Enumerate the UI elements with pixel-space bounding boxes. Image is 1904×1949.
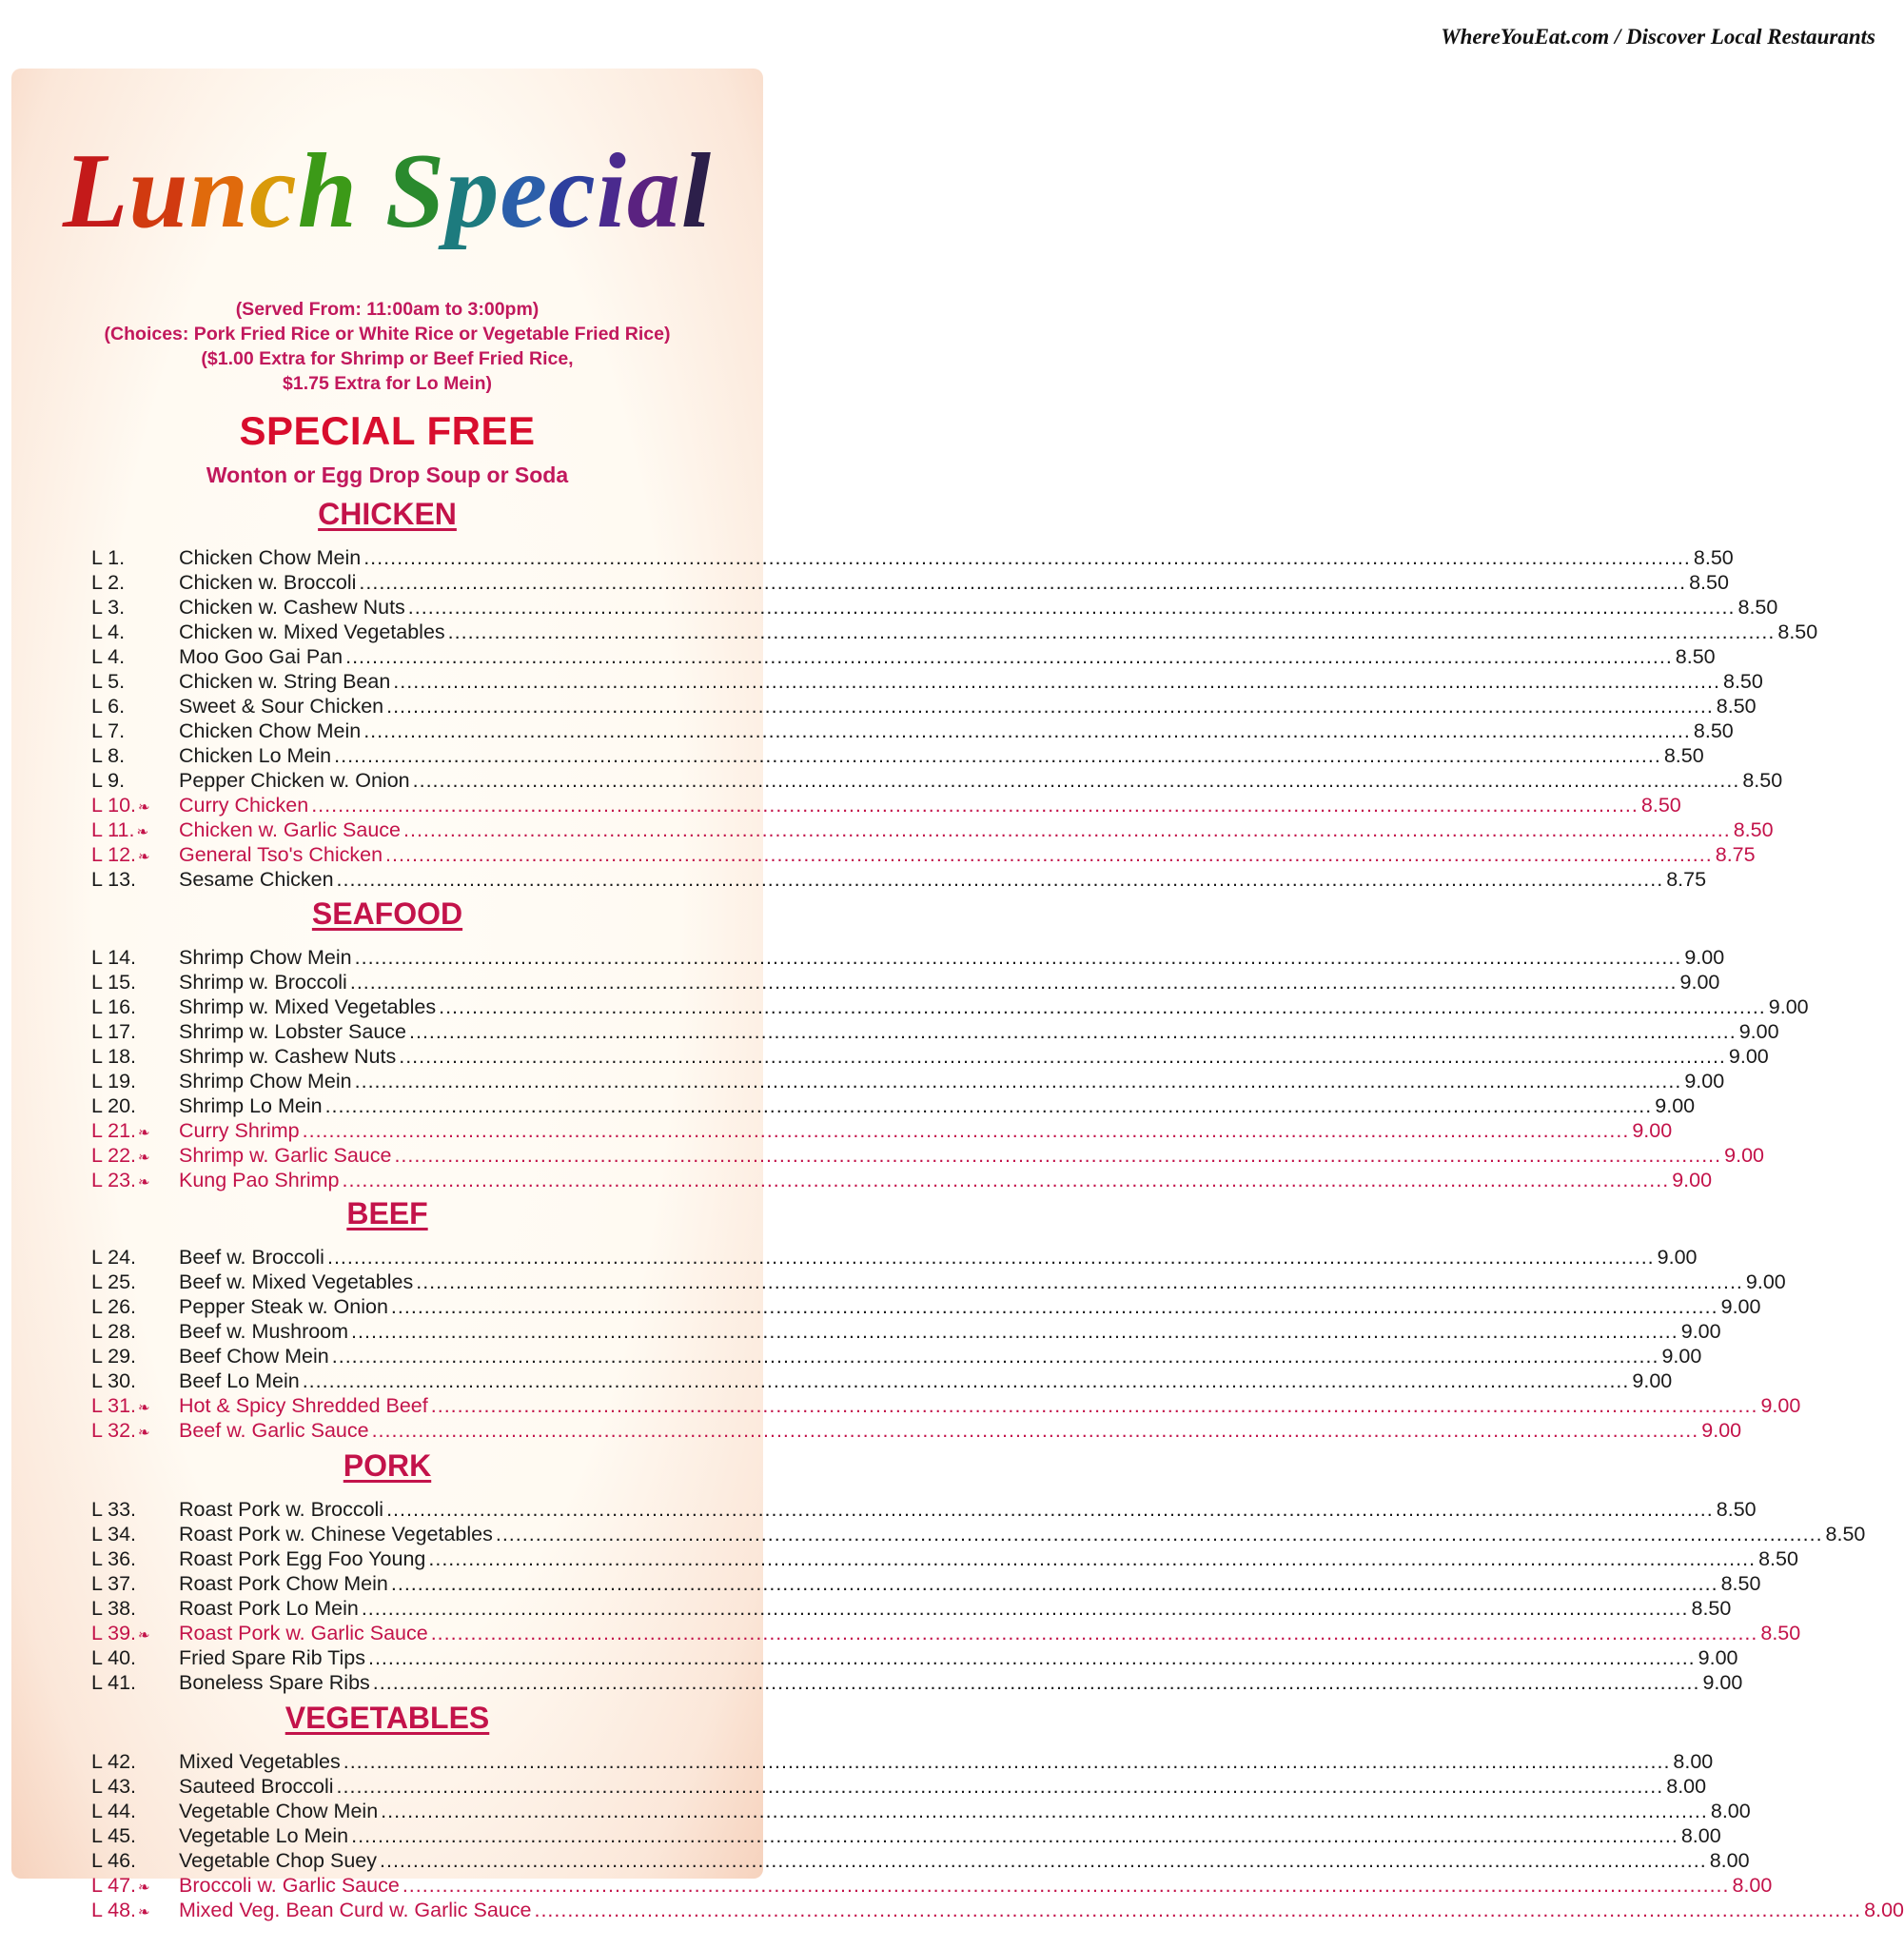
menu-item-row bbox=[91, 1775, 1707, 1800]
section-title: CHICKEN bbox=[318, 497, 457, 531]
free-soup-text: Wonton or Egg Drop Soup or Soda bbox=[206, 463, 569, 487]
menu-item-row bbox=[91, 1369, 1673, 1394]
item-price: 8.50 bbox=[1693, 546, 1734, 569]
item-number: L 17. bbox=[91, 1020, 137, 1043]
title-letter: i bbox=[596, 132, 627, 250]
item-price: 8.50 bbox=[1825, 1523, 1866, 1545]
item-name: Chicken w. Mixed Vegetables bbox=[179, 620, 445, 643]
item-price: 9.00 bbox=[1701, 1419, 1742, 1442]
item-name: Broccoli w. Garlic Sauce bbox=[179, 1874, 400, 1897]
item-number: L 43. bbox=[91, 1775, 137, 1798]
menu-item-row bbox=[91, 719, 1734, 744]
item-price: 8.00 bbox=[1680, 1824, 1721, 1847]
item-price: 8.00 bbox=[1710, 1800, 1751, 1822]
item-price: 9.00 bbox=[1657, 1246, 1698, 1269]
dot-leader: ........................................................................................................................................................................................................ bbox=[495, 1523, 1823, 1545]
item-number: L 30. bbox=[91, 1369, 137, 1392]
item-price: 8.50 bbox=[1760, 1622, 1801, 1644]
item-number: L 2. bbox=[91, 571, 126, 594]
item-name: Shrimp w. Lobster Sauce bbox=[179, 1020, 407, 1043]
item-price: 8.50 bbox=[1733, 818, 1774, 841]
site-watermark: WhereYouEat.com / Discover Local Restaurants bbox=[1441, 25, 1875, 49]
item-name: Pepper Chicken w. Onion bbox=[179, 769, 410, 792]
menu-item-row bbox=[91, 1270, 1786, 1295]
title-letter: c bbox=[249, 132, 298, 250]
dot-leader: ........................................................................................................................................................................................................ bbox=[412, 769, 1740, 792]
menu-item-row bbox=[91, 546, 1734, 571]
special-free-heading: SPECIAL FREE bbox=[239, 408, 536, 453]
menu-item-row bbox=[91, 1045, 1769, 1070]
item-name: Roast Pork w. Broccoli bbox=[179, 1498, 384, 1521]
item-number: L 3. bbox=[91, 596, 126, 619]
menu-item-row bbox=[91, 1094, 1696, 1119]
item-price: 9.00 bbox=[1720, 1295, 1761, 1318]
item-name: Beef Chow Mein bbox=[179, 1345, 329, 1368]
section-heading-vegetables bbox=[11, 1701, 763, 1736]
menu-item-row bbox=[91, 645, 1716, 670]
item-price: 8.50 bbox=[1716, 695, 1757, 718]
item-name: Sauteed Broccoli bbox=[179, 1775, 334, 1798]
item-number: L 39. ❧ bbox=[91, 1622, 150, 1644]
item-name: Sesame Chicken bbox=[179, 868, 334, 891]
item-name: Mixed Vegetables bbox=[179, 1750, 341, 1773]
item-name: Vegetable Chow Mein bbox=[179, 1800, 379, 1822]
item-name: Shrimp w. Broccoli bbox=[179, 971, 347, 994]
menu-item-row bbox=[91, 1899, 1904, 1923]
menu-item-row bbox=[91, 1169, 1713, 1193]
item-price: 8.00 bbox=[1864, 1899, 1904, 1921]
dot-leader: ........................................................................................................................................................................................................ bbox=[399, 1045, 1726, 1068]
dot-leader: ........................................................................................................................................................................................................ bbox=[371, 1419, 1699, 1442]
dot-leader: ........................................................................................................................................................................................................ bbox=[380, 1849, 1707, 1872]
dot-leader: ........................................................................................................................................................................................................ bbox=[334, 744, 1661, 767]
item-price: 8.50 bbox=[1758, 1547, 1798, 1570]
section-heading-seafood bbox=[11, 896, 763, 932]
item-name: Mixed Veg. Bean Curd w. Garlic Sauce bbox=[179, 1899, 532, 1921]
dot-leader: ........................................................................................................................................................................................................ bbox=[381, 1800, 1708, 1822]
menu-item-row bbox=[91, 1572, 1761, 1597]
item-number: L 29. bbox=[91, 1345, 137, 1368]
item-number: L 40. bbox=[91, 1646, 137, 1669]
dot-leader: ........................................................................................................................................................................................................ bbox=[324, 1094, 1653, 1117]
section-title: BEEF bbox=[346, 1196, 428, 1230]
item-price: 9.00 bbox=[1680, 1320, 1721, 1343]
item-name: Chicken w. Cashew Nuts bbox=[179, 596, 405, 619]
item-number: L 23. ❧ bbox=[91, 1169, 150, 1191]
hot-pepper-icon: ❧ bbox=[138, 799, 150, 816]
menu-item-row bbox=[91, 1800, 1751, 1824]
item-number: L 11. ❧ bbox=[91, 818, 149, 841]
item-price: 8.50 bbox=[1675, 645, 1716, 668]
item-name: Beef Lo Mein bbox=[179, 1369, 300, 1392]
item-name: Curry Shrimp bbox=[179, 1119, 300, 1142]
item-price: 9.00 bbox=[1724, 1144, 1764, 1167]
menu-card bbox=[11, 69, 1904, 1921]
item-name: Chicken w. String Bean bbox=[179, 670, 391, 693]
dot-leader: ........................................................................................................................................................................................................ bbox=[390, 1572, 1718, 1595]
item-name: Roast Pork w. Chinese Vegetables bbox=[179, 1523, 493, 1545]
item-number: L 47. ❧ bbox=[91, 1874, 150, 1897]
item-name: Roast Pork Chow Mein bbox=[179, 1572, 388, 1595]
dot-leader: ........................................................................................................................................................................................................ bbox=[363, 546, 1691, 569]
menu-item-row bbox=[91, 868, 1707, 893]
item-price: 9.00 bbox=[1768, 995, 1809, 1018]
menu-item-row bbox=[91, 1622, 1801, 1646]
item-price: 9.00 bbox=[1684, 1070, 1725, 1093]
item-price: 9.00 bbox=[1728, 1045, 1769, 1068]
dot-leader: ........................................................................................................................................................................................................ bbox=[386, 695, 1714, 718]
item-name: Boneless Spare Ribs bbox=[179, 1671, 370, 1694]
hot-pepper-icon: ❧ bbox=[138, 1125, 150, 1141]
menu-item-row bbox=[91, 1246, 1698, 1270]
item-number: L 22. ❧ bbox=[91, 1144, 150, 1167]
title-letter: c bbox=[548, 132, 597, 250]
menu-item-row bbox=[91, 843, 1756, 868]
dot-leader: ........................................................................................................................................................................................................ bbox=[326, 1246, 1655, 1269]
dot-leader: ........................................................................................................................................................................................................ bbox=[430, 1394, 1758, 1417]
item-number: L 31. ❧ bbox=[91, 1394, 150, 1417]
item-price: 9.00 bbox=[1698, 1646, 1738, 1669]
item-name: Vegetable Lo Mein bbox=[179, 1824, 349, 1847]
item-name: Curry Chicken bbox=[179, 794, 309, 817]
dot-leader: ........................................................................................................................................................................................................ bbox=[342, 1169, 1670, 1191]
item-number: L 28. bbox=[91, 1320, 137, 1343]
dot-leader: ........................................................................................................................................................................................................ bbox=[385, 843, 1713, 866]
item-name: Kung Pao Shrimp bbox=[179, 1169, 340, 1191]
item-price: 8.00 bbox=[1709, 1849, 1750, 1872]
item-number: L 20. bbox=[91, 1094, 137, 1117]
dot-leader: ........................................................................................................................................................................................................ bbox=[403, 818, 1731, 841]
item-price: 8.00 bbox=[1666, 1775, 1707, 1798]
item-number: L 46. bbox=[91, 1849, 137, 1872]
item-number: L 36. bbox=[91, 1547, 137, 1570]
dot-leader: ........................................................................................................................................................................................................ bbox=[439, 995, 1766, 1018]
item-price: 9.00 bbox=[1702, 1671, 1743, 1694]
item-price: 8.50 bbox=[1722, 670, 1763, 693]
item-name: Chicken w. Garlic Sauce bbox=[179, 818, 402, 841]
item-number: L 1. bbox=[91, 546, 126, 569]
item-number: L 4. bbox=[91, 620, 126, 643]
dot-leader: ........................................................................................................................................................................................................ bbox=[447, 620, 1776, 643]
hot-pepper-icon: ❧ bbox=[138, 1880, 150, 1896]
item-price: 9.00 bbox=[1679, 971, 1720, 994]
item-name: Shrimp w. Garlic Sauce bbox=[179, 1144, 392, 1167]
dot-leader: ........................................................................................................................................................................................................ bbox=[351, 1824, 1678, 1847]
dot-leader: ........................................................................................................................................................................................................ bbox=[302, 1369, 1630, 1392]
title-letter: L bbox=[62, 132, 129, 250]
served-hours: (Served From: 11:00am to 3:00pm) bbox=[235, 299, 540, 320]
hot-pepper-icon: ❧ bbox=[138, 1150, 150, 1166]
menu-item-row bbox=[91, 1144, 1764, 1169]
item-price: 8.50 bbox=[1777, 620, 1818, 643]
dot-leader: ........................................................................................................................................................................................................ bbox=[354, 946, 1682, 969]
item-price: 8.50 bbox=[1716, 1498, 1757, 1521]
item-name: Beef w. Mushroom bbox=[179, 1320, 349, 1343]
item-price: 8.00 bbox=[1732, 1874, 1773, 1897]
item-number: L 8. bbox=[91, 744, 126, 767]
item-number: L 37. bbox=[91, 1572, 137, 1595]
menu-item-row bbox=[91, 1874, 1773, 1899]
extra-charge-2: $1.75 Extra for Lo Mein) bbox=[283, 373, 492, 394]
dot-leader: ........................................................................................................................................................................................................ bbox=[394, 1144, 1722, 1167]
item-number: L 9. bbox=[91, 769, 126, 792]
menu-item-row bbox=[91, 1849, 1750, 1874]
item-price: 9.00 bbox=[1632, 1369, 1673, 1392]
dot-leader: ........................................................................................................................................................................................................ bbox=[416, 1270, 1743, 1293]
menu-item-row bbox=[91, 1119, 1673, 1144]
rice-choices: (Choices: Pork Fried Rice or White Rice or Vegetable Fried Rice) bbox=[104, 324, 671, 345]
dot-leader: ........................................................................................................................................................................................................ bbox=[367, 1646, 1696, 1669]
menu-item-row bbox=[91, 1597, 1732, 1622]
title-letter bbox=[358, 128, 385, 255]
item-name: Shrimp Lo Mein bbox=[179, 1094, 323, 1117]
menu-item-row bbox=[91, 1295, 1761, 1320]
menu-item-row bbox=[91, 620, 1818, 645]
hot-pepper-icon: ❧ bbox=[138, 1174, 150, 1191]
menu-item-row bbox=[91, 695, 1757, 719]
dot-leader: ........................................................................................................................................................................................................ bbox=[345, 645, 1673, 668]
item-name: Chicken w. Broccoli bbox=[179, 571, 357, 594]
item-name: Roast Pork Lo Mein bbox=[179, 1597, 359, 1620]
item-price: 9.00 bbox=[1684, 946, 1725, 969]
item-name: Beef w. Mixed Vegetables bbox=[179, 1270, 414, 1293]
item-name: Roast Pork w. Garlic Sauce bbox=[179, 1622, 428, 1644]
hot-pepper-icon: ❧ bbox=[138, 1627, 150, 1644]
item-price: 9.00 bbox=[1738, 1020, 1779, 1043]
item-number: L 25. bbox=[91, 1270, 137, 1293]
item-number: L 38. bbox=[91, 1597, 137, 1620]
item-number: L 4. bbox=[91, 645, 126, 668]
item-number: L 15. bbox=[91, 971, 137, 994]
dot-leader: ........................................................................................................................................................................................................ bbox=[407, 596, 1736, 619]
dot-leader: ........................................................................................................................................................................................................ bbox=[534, 1899, 1862, 1921]
menu-item-row bbox=[91, 1070, 1725, 1094]
dot-leader: ........................................................................................................................................................................................................ bbox=[359, 571, 1687, 594]
menu-item-row bbox=[91, 1419, 1742, 1444]
hot-pepper-icon: ❧ bbox=[138, 849, 150, 865]
dot-leader: ........................................................................................................................................................................................................ bbox=[386, 1498, 1714, 1521]
item-name: Chicken Chow Mein bbox=[179, 719, 362, 742]
item-number: L 24. bbox=[91, 1246, 137, 1269]
menu-item-row bbox=[91, 995, 1809, 1020]
item-name: Chicken Lo Mein bbox=[179, 744, 332, 767]
item-number: L 7. bbox=[91, 719, 126, 742]
item-number: L 19. bbox=[91, 1070, 137, 1093]
dot-leader: ........................................................................................................................................................................................................ bbox=[336, 1775, 1664, 1798]
dot-leader: ........................................................................................................................................................................................................ bbox=[336, 868, 1664, 891]
menu-item-row bbox=[91, 946, 1725, 971]
hot-pepper-icon: ❧ bbox=[138, 1400, 150, 1416]
item-number: L 26. bbox=[91, 1295, 137, 1318]
item-number: L 42. bbox=[91, 1750, 137, 1773]
dot-leader: ........................................................................................................................................................................................................ bbox=[390, 1295, 1718, 1318]
menu-item-row bbox=[91, 744, 1704, 769]
menu-item-row bbox=[91, 769, 1783, 794]
item-number: L 13. bbox=[91, 868, 137, 891]
dot-leader: ........................................................................................................................................................................................................ bbox=[351, 1320, 1678, 1343]
dot-leader: ........................................................................................................................................................................................................ bbox=[343, 1750, 1671, 1773]
dot-leader: ........................................................................................................................................................................................................ bbox=[363, 719, 1691, 742]
menu-item-row bbox=[91, 794, 1681, 818]
item-price: 8.50 bbox=[1663, 744, 1704, 767]
section-heading-pork bbox=[11, 1448, 763, 1484]
item-name: Shrimp Chow Mein bbox=[179, 1070, 352, 1093]
title-letter: e bbox=[500, 132, 549, 250]
title-letter: S bbox=[385, 132, 446, 250]
item-name: Shrimp w. Cashew Nuts bbox=[179, 1045, 397, 1068]
title-letter: a bbox=[626, 132, 681, 250]
hot-pepper-icon: ❧ bbox=[136, 824, 149, 840]
item-price: 8.50 bbox=[1689, 571, 1729, 594]
item-price: 8.50 bbox=[1693, 719, 1734, 742]
item-price: 8.50 bbox=[1720, 1572, 1761, 1595]
dot-leader: ........................................................................................................................................................................................................ bbox=[428, 1547, 1757, 1570]
item-name: Beef w. Garlic Sauce bbox=[179, 1419, 369, 1442]
title-letter: h bbox=[297, 132, 359, 250]
item-name: Pepper Steak w. Onion bbox=[179, 1295, 388, 1318]
section-title: PORK bbox=[343, 1448, 432, 1483]
dot-leader: ........................................................................................................................................................................................................ bbox=[393, 670, 1720, 693]
dot-leader: ........................................................................................................................................................................................................ bbox=[409, 1020, 1737, 1043]
menu-item-row bbox=[91, 971, 1720, 995]
menu-item-row bbox=[91, 1824, 1721, 1849]
menu-item-row bbox=[91, 1523, 1866, 1547]
item-number: L 45. bbox=[91, 1824, 137, 1847]
item-number: L 34. bbox=[91, 1523, 137, 1545]
menu-item-row bbox=[91, 1750, 1714, 1775]
item-name: Beef w. Broccoli bbox=[179, 1246, 324, 1269]
item-price: 9.00 bbox=[1632, 1119, 1673, 1142]
menu-item-row bbox=[91, 1394, 1801, 1419]
item-number: L 10. ❧ bbox=[91, 794, 150, 817]
item-name: Hot & Spicy Shredded Beef bbox=[179, 1394, 428, 1417]
item-price: 9.00 bbox=[1672, 1169, 1713, 1191]
item-name: General Tso's Chicken bbox=[179, 843, 383, 866]
menu-item-row bbox=[91, 596, 1778, 620]
menu-item-row bbox=[91, 1646, 1738, 1671]
item-name: Shrimp w. Mixed Vegetables bbox=[179, 995, 437, 1018]
extra-charge-1: ($1.00 Extra for Shrimp or Beef Fried Rice, bbox=[201, 348, 574, 369]
item-price: 8.50 bbox=[1640, 794, 1681, 817]
item-name: Vegetable Chop Suey bbox=[179, 1849, 377, 1872]
item-name: Chicken Chow Mein bbox=[179, 546, 362, 569]
item-name: Fried Spare Rib Tips bbox=[179, 1646, 365, 1669]
item-price: 8.50 bbox=[1691, 1597, 1732, 1620]
menu-item-row bbox=[91, 1547, 1798, 1572]
menu-item-row bbox=[91, 818, 1774, 843]
item-number: L 48. ❧ bbox=[91, 1899, 150, 1921]
title-letter: p bbox=[445, 132, 501, 250]
menu-item-row bbox=[91, 1498, 1757, 1523]
item-price: 8.75 bbox=[1666, 868, 1707, 891]
item-price: 8.75 bbox=[1715, 843, 1756, 866]
item-name: Roast Pork Egg Foo Young bbox=[179, 1547, 426, 1570]
item-number: L 32. ❧ bbox=[91, 1419, 150, 1442]
item-price: 8.50 bbox=[1742, 769, 1783, 792]
menu-item-row bbox=[91, 1020, 1779, 1045]
item-number: L 16. bbox=[91, 995, 137, 1018]
section-title: VEGETABLES bbox=[285, 1701, 490, 1735]
item-number: L 33. bbox=[91, 1498, 137, 1521]
dot-leader: ........................................................................................................................................................................................................ bbox=[402, 1874, 1730, 1897]
item-price: 9.00 bbox=[1661, 1345, 1702, 1368]
menu-item-row bbox=[91, 670, 1763, 695]
hot-pepper-icon: ❧ bbox=[138, 1904, 150, 1920]
dot-leader: ........................................................................................................................................................................................................ bbox=[354, 1070, 1682, 1093]
item-price: 9.00 bbox=[1655, 1094, 1696, 1117]
item-name: Moo Goo Gai Pan bbox=[179, 645, 344, 668]
section-title: SEAFOOD bbox=[311, 896, 463, 931]
dot-leader: ........................................................................................................................................................................................................ bbox=[331, 1345, 1659, 1368]
dot-leader: ........................................................................................................................................................................................................ bbox=[302, 1119, 1630, 1142]
menu-item-row bbox=[91, 1345, 1702, 1369]
item-number: L 14. bbox=[91, 946, 137, 969]
item-number: L 6. bbox=[91, 695, 126, 718]
menu-item-row bbox=[91, 1671, 1743, 1696]
item-number: L 5. bbox=[91, 670, 126, 693]
item-price: 9.00 bbox=[1745, 1270, 1786, 1293]
item-number: L 18. bbox=[91, 1045, 137, 1068]
dot-leader: ........................................................................................................................................................................................................ bbox=[361, 1597, 1689, 1620]
dot-leader: ........................................................................................................................................................................................................ bbox=[349, 971, 1678, 994]
title-letter: l bbox=[680, 132, 712, 250]
item-name: Sweet & Sour Chicken bbox=[179, 695, 384, 718]
item-name: Shrimp Chow Mein bbox=[179, 946, 352, 969]
item-number: L 44. bbox=[91, 1800, 137, 1822]
menu-item-row bbox=[91, 571, 1729, 596]
dot-leader: ........................................................................................................................................................................................................ bbox=[311, 794, 1639, 817]
hot-pepper-icon: ❧ bbox=[138, 1425, 150, 1441]
item-number: L 41. bbox=[91, 1671, 137, 1694]
dot-leader: ........................................................................................................................................................................................................ bbox=[430, 1622, 1758, 1644]
title-letter: n bbox=[188, 132, 249, 250]
dot-leader: ........................................................................................................................................................................................................ bbox=[372, 1671, 1700, 1694]
item-price: 9.00 bbox=[1760, 1394, 1801, 1417]
section-heading-chicken bbox=[11, 497, 763, 532]
section-heading-beef bbox=[11, 1196, 763, 1231]
item-price: 8.00 bbox=[1673, 1750, 1714, 1773]
item-number: L 21. ❧ bbox=[91, 1119, 150, 1142]
menu-title bbox=[11, 128, 763, 255]
title-letter: u bbox=[128, 132, 189, 250]
menu-item-row bbox=[91, 1320, 1721, 1345]
item-price: 8.50 bbox=[1737, 596, 1778, 619]
item-number: L 12. ❧ bbox=[91, 843, 150, 866]
